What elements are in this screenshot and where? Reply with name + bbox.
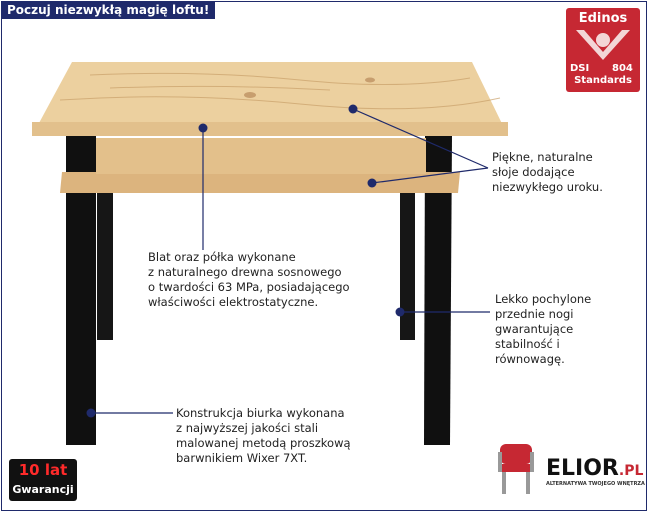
brand-tagline: ALTERNATYWA TWOJEGO WNĘTRZA (546, 481, 645, 487)
warranty-badge (9, 459, 77, 501)
badge-dsi: DSI (570, 63, 590, 74)
brand-logo (546, 456, 643, 481)
brand-name: ELIOR (546, 456, 619, 481)
badge-standards: Standards (574, 75, 632, 86)
brand-tld: .PL (618, 463, 644, 479)
caption-wood: Blat oraz półka wykonane z naturalnego drewna sosnowego o twardości 63 MPa, posiadającego właściwości elektrostatyczne. (148, 250, 350, 309)
badge-emblem-icon (572, 28, 634, 62)
badge-number: 804 (612, 63, 633, 74)
warranty-years: 10 lat (18, 461, 68, 479)
caption-steel: Konstrukcja biurka wykonana z najwyższej jakości stali malowanej metodą proszkową barwnikiem Wixer 7XT. (176, 406, 351, 465)
caption-grain: Piękne, naturalne słoje dodające niezwykłego uroku. (492, 150, 603, 194)
badge-title: Edinos (578, 11, 628, 26)
edinos-badge (566, 8, 640, 92)
promo-banner: Poczuj niezwykłą magię loftu! (1, 1, 215, 19)
warranty-label: Gwarancji (12, 483, 74, 496)
caption-legs: Lekko pochylone przednie nogi gwarantujące stabilność i równowagę. (495, 292, 592, 366)
